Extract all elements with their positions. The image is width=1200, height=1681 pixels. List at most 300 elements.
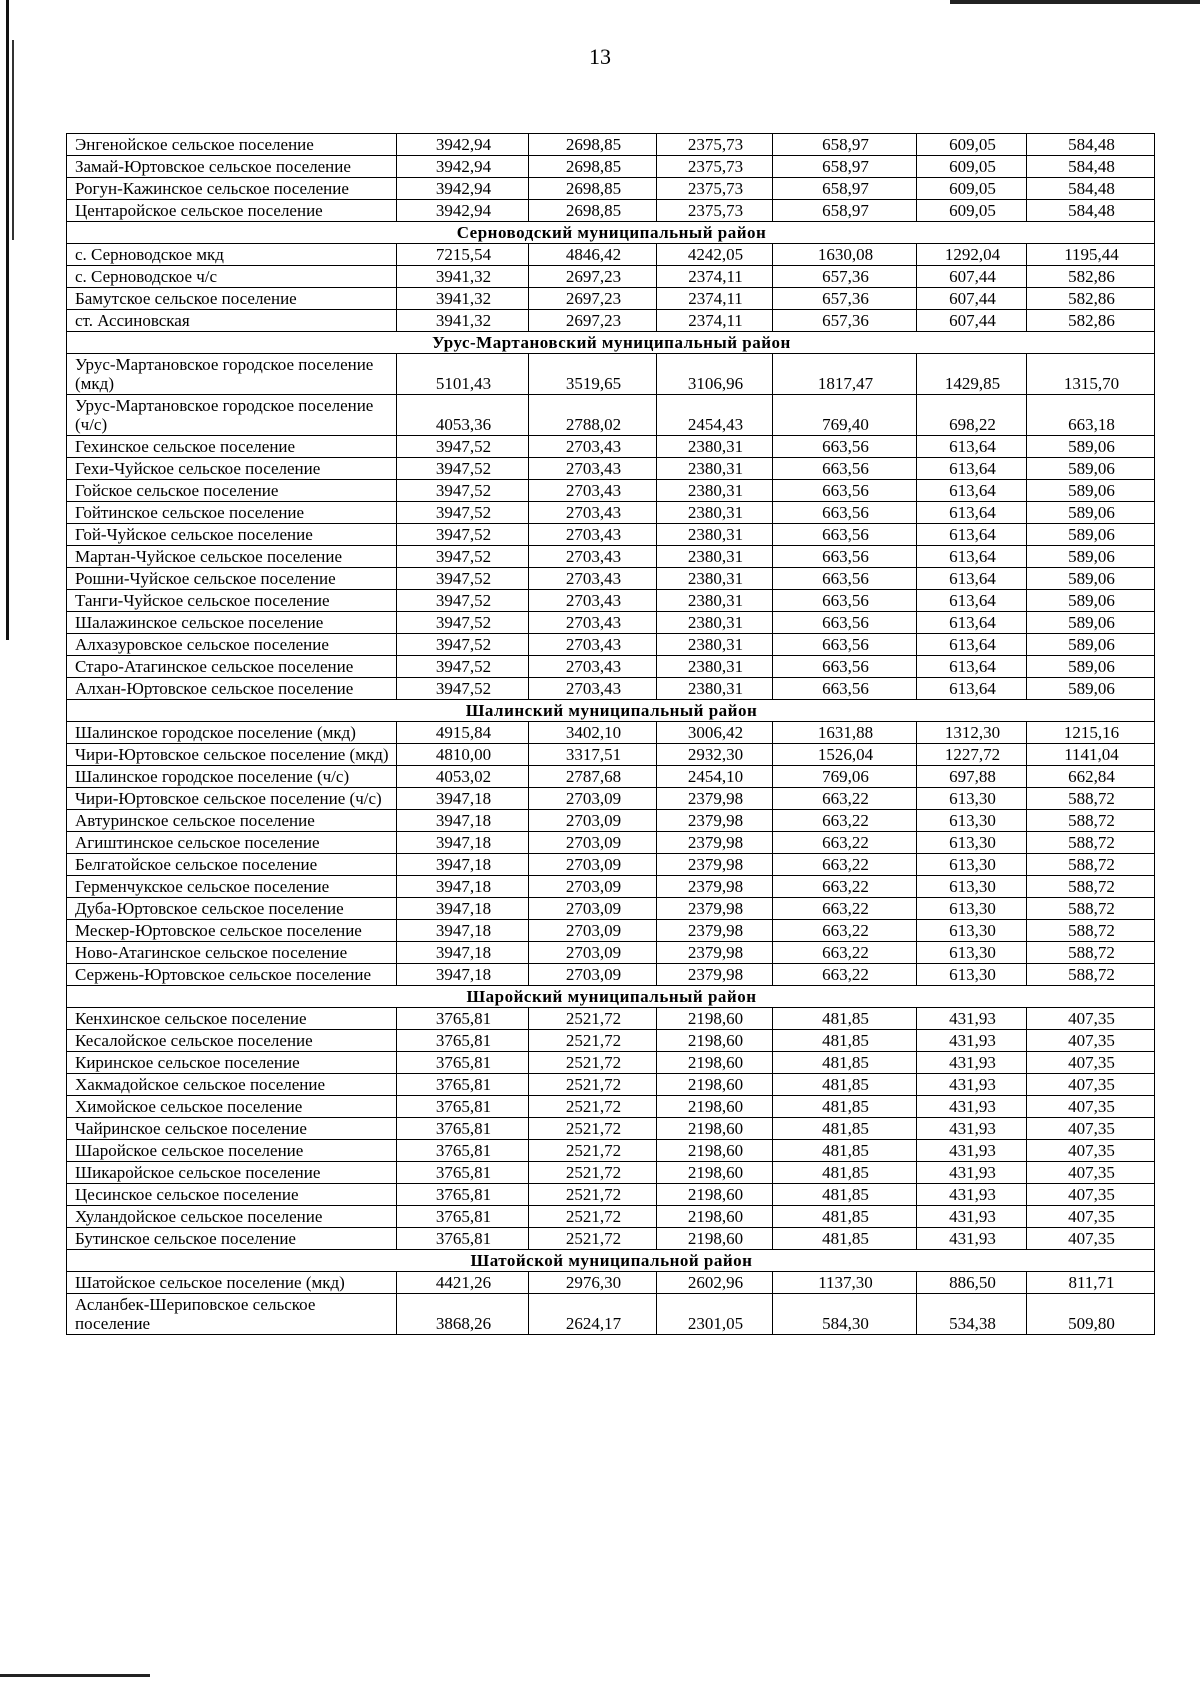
value-cell: 589,06 xyxy=(1027,524,1155,546)
value-cell: 431,93 xyxy=(917,1140,1027,1162)
value-cell: 663,56 xyxy=(773,546,917,568)
value-cell: 2379,98 xyxy=(657,788,773,810)
value-cell: 1630,08 xyxy=(773,244,917,266)
value-cell: 407,35 xyxy=(1027,1030,1155,1052)
value-cell: 2375,73 xyxy=(657,200,773,222)
value-cell: 4810,00 xyxy=(397,744,529,766)
settlement-name: Чири-Юртовское сельское поселение (мкд) xyxy=(67,744,397,766)
value-cell: 2380,31 xyxy=(657,502,773,524)
value-cell: 663,56 xyxy=(773,502,917,524)
value-cell: 407,35 xyxy=(1027,1140,1155,1162)
value-cell: 2932,30 xyxy=(657,744,773,766)
value-cell: 509,80 xyxy=(1027,1294,1155,1335)
table-row xyxy=(67,354,1155,395)
table-row xyxy=(67,810,1155,832)
value-cell: 663,22 xyxy=(773,810,917,832)
value-cell: 2703,09 xyxy=(529,854,657,876)
scan-edge-line xyxy=(950,0,1200,4)
value-cell: 3765,81 xyxy=(397,1074,529,1096)
value-cell: 657,36 xyxy=(773,310,917,332)
value-cell: 3402,10 xyxy=(529,722,657,744)
value-cell: 1817,47 xyxy=(773,354,917,395)
value-cell: 2703,43 xyxy=(529,634,657,656)
value-cell: 407,35 xyxy=(1027,1206,1155,1228)
value-cell: 4915,84 xyxy=(397,722,529,744)
value-cell: 3765,81 xyxy=(397,1206,529,1228)
value-cell: 663,56 xyxy=(773,524,917,546)
value-cell: 2703,43 xyxy=(529,568,657,590)
value-cell: 2521,72 xyxy=(529,1206,657,1228)
value-cell: 613,30 xyxy=(917,964,1027,986)
value-cell: 2521,72 xyxy=(529,1118,657,1140)
value-cell: 3947,18 xyxy=(397,942,529,964)
value-cell: 2379,98 xyxy=(657,854,773,876)
value-cell: 613,64 xyxy=(917,480,1027,502)
table-row xyxy=(67,266,1155,288)
settlement-name: Бутинское сельское поселение xyxy=(67,1228,397,1250)
value-cell: 2703,09 xyxy=(529,788,657,810)
value-cell: 588,72 xyxy=(1027,964,1155,986)
value-cell: 5101,43 xyxy=(397,354,529,395)
value-cell: 3317,51 xyxy=(529,744,657,766)
table-row xyxy=(67,656,1155,678)
value-cell: 658,97 xyxy=(773,134,917,156)
value-cell: 3106,96 xyxy=(657,354,773,395)
value-cell: 613,64 xyxy=(917,612,1027,634)
value-cell: 2380,31 xyxy=(657,656,773,678)
value-cell: 7215,54 xyxy=(397,244,529,266)
value-cell: 613,30 xyxy=(917,788,1027,810)
value-cell: 1429,85 xyxy=(917,354,1027,395)
value-cell: 534,38 xyxy=(917,1294,1027,1335)
value-cell: 609,05 xyxy=(917,156,1027,178)
settlement-name: Хакмадойское сельское поселение xyxy=(67,1074,397,1096)
value-cell: 4242,05 xyxy=(657,244,773,266)
value-cell: 2698,85 xyxy=(529,156,657,178)
value-cell: 613,64 xyxy=(917,458,1027,480)
value-cell: 658,97 xyxy=(773,178,917,200)
value-cell: 1312,30 xyxy=(917,722,1027,744)
value-cell: 3765,81 xyxy=(397,1118,529,1140)
value-cell: 613,64 xyxy=(917,568,1027,590)
table-row xyxy=(67,898,1155,920)
value-cell: 2374,11 xyxy=(657,288,773,310)
settlement-name: Гехинское сельское поселение xyxy=(67,436,397,458)
value-cell: 3765,81 xyxy=(397,1096,529,1118)
value-cell: 481,85 xyxy=(773,1008,917,1030)
settlement-name: Бамутское сельское поселение xyxy=(67,288,397,310)
table-row xyxy=(67,920,1155,942)
value-cell: 2375,73 xyxy=(657,178,773,200)
district-header-row xyxy=(67,986,1155,1008)
value-cell: 481,85 xyxy=(773,1206,917,1228)
value-cell: 589,06 xyxy=(1027,458,1155,480)
value-cell: 609,05 xyxy=(917,200,1027,222)
value-cell: 613,64 xyxy=(917,546,1027,568)
value-cell: 584,48 xyxy=(1027,200,1155,222)
value-cell: 2198,60 xyxy=(657,1206,773,1228)
value-cell: 3947,52 xyxy=(397,524,529,546)
table-row xyxy=(67,722,1155,744)
value-cell: 2624,17 xyxy=(529,1294,657,1335)
value-cell: 3941,32 xyxy=(397,310,529,332)
value-cell: 2521,72 xyxy=(529,1030,657,1052)
value-cell: 589,06 xyxy=(1027,502,1155,524)
table-row xyxy=(67,788,1155,810)
value-cell: 2198,60 xyxy=(657,1030,773,1052)
value-cell: 2703,43 xyxy=(529,524,657,546)
value-cell: 3947,52 xyxy=(397,656,529,678)
table-row xyxy=(67,458,1155,480)
value-cell: 2521,72 xyxy=(529,1140,657,1162)
table-body xyxy=(67,134,1155,1335)
settlement-name: Агиштинское сельское поселение xyxy=(67,832,397,854)
value-cell: 1227,72 xyxy=(917,744,1027,766)
value-cell: 663,56 xyxy=(773,590,917,612)
value-cell: 2698,85 xyxy=(529,200,657,222)
value-cell: 431,93 xyxy=(917,1008,1027,1030)
value-cell: 588,72 xyxy=(1027,832,1155,854)
value-cell: 407,35 xyxy=(1027,1118,1155,1140)
value-cell: 663,56 xyxy=(773,458,917,480)
value-cell: 2198,60 xyxy=(657,1096,773,1118)
value-cell: 607,44 xyxy=(917,288,1027,310)
value-cell: 613,30 xyxy=(917,920,1027,942)
table-row xyxy=(67,1162,1155,1184)
value-cell: 2703,43 xyxy=(529,458,657,480)
settlement-name: ст. Ассиновская xyxy=(67,310,397,332)
district-header-row xyxy=(67,332,1155,354)
value-cell: 613,64 xyxy=(917,634,1027,656)
value-cell: 2198,60 xyxy=(657,1228,773,1250)
value-cell: 1195,44 xyxy=(1027,244,1155,266)
table-row xyxy=(67,1272,1155,1294)
value-cell: 657,36 xyxy=(773,266,917,288)
table-row xyxy=(67,1074,1155,1096)
value-cell: 2374,11 xyxy=(657,266,773,288)
settlement-name: Алхазуровское сельское поселение xyxy=(67,634,397,656)
settlement-name: Хуландойское сельское поселение xyxy=(67,1206,397,1228)
value-cell: 663,22 xyxy=(773,832,917,854)
table-row xyxy=(67,156,1155,178)
value-cell: 2703,09 xyxy=(529,920,657,942)
value-cell: 2198,60 xyxy=(657,1074,773,1096)
value-cell: 609,05 xyxy=(917,134,1027,156)
tariff-table xyxy=(66,133,1155,1335)
value-cell: 589,06 xyxy=(1027,546,1155,568)
table-row xyxy=(67,288,1155,310)
value-cell: 2375,73 xyxy=(657,134,773,156)
value-cell: 2703,43 xyxy=(529,590,657,612)
value-cell: 4053,02 xyxy=(397,766,529,788)
value-cell: 2703,43 xyxy=(529,480,657,502)
value-cell: 2380,31 xyxy=(657,458,773,480)
value-cell: 1292,04 xyxy=(917,244,1027,266)
value-cell: 4846,42 xyxy=(529,244,657,266)
value-cell: 2454,43 xyxy=(657,395,773,436)
value-cell: 589,06 xyxy=(1027,612,1155,634)
district-title: Урус-Мартановский муниципальный район xyxy=(67,332,1155,354)
value-cell: 589,06 xyxy=(1027,480,1155,502)
value-cell: 2697,23 xyxy=(529,310,657,332)
value-cell: 2602,96 xyxy=(657,1272,773,1294)
value-cell: 613,30 xyxy=(917,942,1027,964)
value-cell: 613,64 xyxy=(917,502,1027,524)
value-cell: 407,35 xyxy=(1027,1008,1155,1030)
value-cell: 589,06 xyxy=(1027,656,1155,678)
value-cell: 613,30 xyxy=(917,810,1027,832)
value-cell: 431,93 xyxy=(917,1052,1027,1074)
table-row xyxy=(67,766,1155,788)
value-cell: 2380,31 xyxy=(657,612,773,634)
table-row xyxy=(67,178,1155,200)
value-cell: 582,86 xyxy=(1027,266,1155,288)
value-cell: 407,35 xyxy=(1027,1162,1155,1184)
value-cell: 2703,09 xyxy=(529,898,657,920)
value-cell: 3765,81 xyxy=(397,1184,529,1206)
value-cell: 2521,72 xyxy=(529,1162,657,1184)
value-cell: 3765,81 xyxy=(397,1162,529,1184)
value-cell: 481,85 xyxy=(773,1228,917,1250)
table-row xyxy=(67,1206,1155,1228)
value-cell: 613,64 xyxy=(917,590,1027,612)
value-cell: 2380,31 xyxy=(657,524,773,546)
value-cell: 2521,72 xyxy=(529,1228,657,1250)
value-cell: 663,22 xyxy=(773,898,917,920)
value-cell: 407,35 xyxy=(1027,1228,1155,1250)
value-cell: 2379,98 xyxy=(657,920,773,942)
value-cell: 481,85 xyxy=(773,1162,917,1184)
value-cell: 3947,52 xyxy=(397,546,529,568)
table-row xyxy=(67,502,1155,524)
value-cell: 2697,23 xyxy=(529,288,657,310)
table-row xyxy=(67,1096,1155,1118)
value-cell: 2703,43 xyxy=(529,656,657,678)
value-cell: 431,93 xyxy=(917,1184,1027,1206)
value-cell: 3941,32 xyxy=(397,266,529,288)
value-cell: 3947,52 xyxy=(397,480,529,502)
table-row xyxy=(67,942,1155,964)
value-cell: 589,06 xyxy=(1027,590,1155,612)
value-cell: 588,72 xyxy=(1027,942,1155,964)
value-cell: 3947,18 xyxy=(397,898,529,920)
value-cell: 2703,09 xyxy=(529,964,657,986)
value-cell: 2380,31 xyxy=(657,678,773,700)
settlement-name: Герменчукское сельское поселение xyxy=(67,876,397,898)
value-cell: 3947,52 xyxy=(397,634,529,656)
value-cell: 607,44 xyxy=(917,266,1027,288)
value-cell: 3947,18 xyxy=(397,854,529,876)
table-row xyxy=(67,1030,1155,1052)
value-cell: 2698,85 xyxy=(529,134,657,156)
value-cell: 613,30 xyxy=(917,898,1027,920)
value-cell: 613,64 xyxy=(917,436,1027,458)
value-cell: 3947,18 xyxy=(397,964,529,986)
settlement-name: Шаройское сельское поселение xyxy=(67,1140,397,1162)
value-cell: 2379,98 xyxy=(657,832,773,854)
value-cell: 2374,11 xyxy=(657,310,773,332)
table-row xyxy=(67,310,1155,332)
table-row xyxy=(67,200,1155,222)
value-cell: 697,88 xyxy=(917,766,1027,788)
value-cell: 2379,98 xyxy=(657,810,773,832)
value-cell: 588,72 xyxy=(1027,854,1155,876)
value-cell: 588,72 xyxy=(1027,876,1155,898)
scan-edge-line xyxy=(12,40,14,240)
settlement-name: Урус-Мартановское городское поселение (мкд) xyxy=(67,354,397,395)
district-title: Шалинский муниципальный район xyxy=(67,700,1155,722)
value-cell: 3947,18 xyxy=(397,832,529,854)
value-cell: 2198,60 xyxy=(657,1184,773,1206)
settlement-name: с. Серноводское ч/с xyxy=(67,266,397,288)
value-cell: 407,35 xyxy=(1027,1052,1155,1074)
value-cell: 2703,09 xyxy=(529,832,657,854)
value-cell: 769,40 xyxy=(773,395,917,436)
value-cell: 663,18 xyxy=(1027,395,1155,436)
value-cell: 2698,85 xyxy=(529,178,657,200)
district-title: Шаройский муниципальный район xyxy=(67,986,1155,1008)
value-cell: 589,06 xyxy=(1027,634,1155,656)
settlement-name: Киринское сельское поселение xyxy=(67,1052,397,1074)
value-cell: 407,35 xyxy=(1027,1074,1155,1096)
value-cell: 663,22 xyxy=(773,942,917,964)
value-cell: 3765,81 xyxy=(397,1008,529,1030)
value-cell: 2703,09 xyxy=(529,876,657,898)
value-cell: 663,56 xyxy=(773,678,917,700)
value-cell: 481,85 xyxy=(773,1074,917,1096)
value-cell: 2703,09 xyxy=(529,810,657,832)
value-cell: 613,64 xyxy=(917,678,1027,700)
value-cell: 2380,31 xyxy=(657,634,773,656)
value-cell: 2380,31 xyxy=(657,480,773,502)
settlement-name: Химойское сельское поселение xyxy=(67,1096,397,1118)
settlement-name: Шалажинское сельское поселение xyxy=(67,612,397,634)
value-cell: 3947,52 xyxy=(397,590,529,612)
settlement-name: Мескер-Юртовское сельское поселение xyxy=(67,920,397,942)
value-cell: 1141,04 xyxy=(1027,744,1155,766)
value-cell: 811,71 xyxy=(1027,1272,1155,1294)
district-title: Шатойской муниципальной район xyxy=(67,1250,1155,1272)
value-cell: 2198,60 xyxy=(657,1118,773,1140)
scan-edge-line xyxy=(6,0,9,640)
settlement-name: Цесинское сельское поселение xyxy=(67,1184,397,1206)
value-cell: 481,85 xyxy=(773,1030,917,1052)
settlement-name: с. Серноводское мкд xyxy=(67,244,397,266)
district-header-row xyxy=(67,1250,1155,1272)
table-row xyxy=(67,1008,1155,1030)
value-cell: 2379,98 xyxy=(657,876,773,898)
value-cell: 584,48 xyxy=(1027,178,1155,200)
value-cell: 2380,31 xyxy=(657,568,773,590)
value-cell: 2703,09 xyxy=(529,942,657,964)
value-cell: 663,56 xyxy=(773,656,917,678)
table-row xyxy=(67,590,1155,612)
value-cell: 2787,68 xyxy=(529,766,657,788)
value-cell: 2198,60 xyxy=(657,1008,773,1030)
settlement-name: Шалинское городское поселение (мкд) xyxy=(67,722,397,744)
settlement-name: Кесалойское сельское поселение xyxy=(67,1030,397,1052)
district-header-row xyxy=(67,222,1155,244)
value-cell: 3868,26 xyxy=(397,1294,529,1335)
settlement-name: Гойтинское сельское поселение xyxy=(67,502,397,524)
value-cell: 3765,81 xyxy=(397,1228,529,1250)
table-row xyxy=(67,634,1155,656)
value-cell: 431,93 xyxy=(917,1118,1027,1140)
value-cell: 3765,81 xyxy=(397,1052,529,1074)
value-cell: 3942,94 xyxy=(397,178,529,200)
value-cell: 3947,52 xyxy=(397,458,529,480)
value-cell: 607,44 xyxy=(917,310,1027,332)
value-cell: 769,06 xyxy=(773,766,917,788)
settlement-name: Энгенойское сельское поселение xyxy=(67,134,397,156)
settlement-name: Кенхинское сельское поселение xyxy=(67,1008,397,1030)
value-cell: 582,86 xyxy=(1027,288,1155,310)
settlement-name: Сержень-Юртовское сельское поселение xyxy=(67,964,397,986)
settlement-name: Урус-Мартановское городское поселение (ч/с) xyxy=(67,395,397,436)
value-cell: 2976,30 xyxy=(529,1272,657,1294)
value-cell: 4053,36 xyxy=(397,395,529,436)
value-cell: 2375,73 xyxy=(657,156,773,178)
value-cell: 431,93 xyxy=(917,1096,1027,1118)
value-cell: 2454,10 xyxy=(657,766,773,788)
table-row xyxy=(67,134,1155,156)
value-cell: 3765,81 xyxy=(397,1030,529,1052)
table-row xyxy=(67,395,1155,436)
value-cell: 1526,04 xyxy=(773,744,917,766)
value-cell: 584,48 xyxy=(1027,134,1155,156)
value-cell: 2379,98 xyxy=(657,898,773,920)
settlement-name: Шалинское городское поселение (ч/с) xyxy=(67,766,397,788)
table-row xyxy=(67,1118,1155,1140)
value-cell: 2703,43 xyxy=(529,502,657,524)
value-cell: 588,72 xyxy=(1027,810,1155,832)
settlement-name: Чайринское сельское поселение xyxy=(67,1118,397,1140)
value-cell: 481,85 xyxy=(773,1118,917,1140)
settlement-name: Рошни-Чуйское сельское поселение xyxy=(67,568,397,590)
table-row xyxy=(67,744,1155,766)
settlement-name: Старо-Атагинское сельское поселение xyxy=(67,656,397,678)
table-row xyxy=(67,480,1155,502)
value-cell: 2379,98 xyxy=(657,964,773,986)
value-cell: 2703,43 xyxy=(529,678,657,700)
value-cell: 588,72 xyxy=(1027,788,1155,810)
value-cell: 663,56 xyxy=(773,634,917,656)
table-row xyxy=(67,1294,1155,1335)
value-cell: 2521,72 xyxy=(529,1052,657,1074)
table-row xyxy=(67,1140,1155,1162)
value-cell: 2198,60 xyxy=(657,1052,773,1074)
value-cell: 2380,31 xyxy=(657,546,773,568)
table-row xyxy=(67,832,1155,854)
value-cell: 407,35 xyxy=(1027,1096,1155,1118)
value-cell: 3947,52 xyxy=(397,568,529,590)
table-row xyxy=(67,568,1155,590)
value-cell: 3006,42 xyxy=(657,722,773,744)
value-cell: 663,22 xyxy=(773,876,917,898)
value-cell: 1215,16 xyxy=(1027,722,1155,744)
value-cell: 658,97 xyxy=(773,156,917,178)
value-cell: 3519,65 xyxy=(529,354,657,395)
table-row xyxy=(67,1184,1155,1206)
scan-edge-line xyxy=(0,1674,150,1677)
value-cell: 663,22 xyxy=(773,788,917,810)
value-cell: 431,93 xyxy=(917,1030,1027,1052)
value-cell: 663,22 xyxy=(773,854,917,876)
value-cell: 589,06 xyxy=(1027,568,1155,590)
value-cell: 589,06 xyxy=(1027,436,1155,458)
value-cell: 2380,31 xyxy=(657,590,773,612)
settlement-name: Шикаройское сельское поселение xyxy=(67,1162,397,1184)
